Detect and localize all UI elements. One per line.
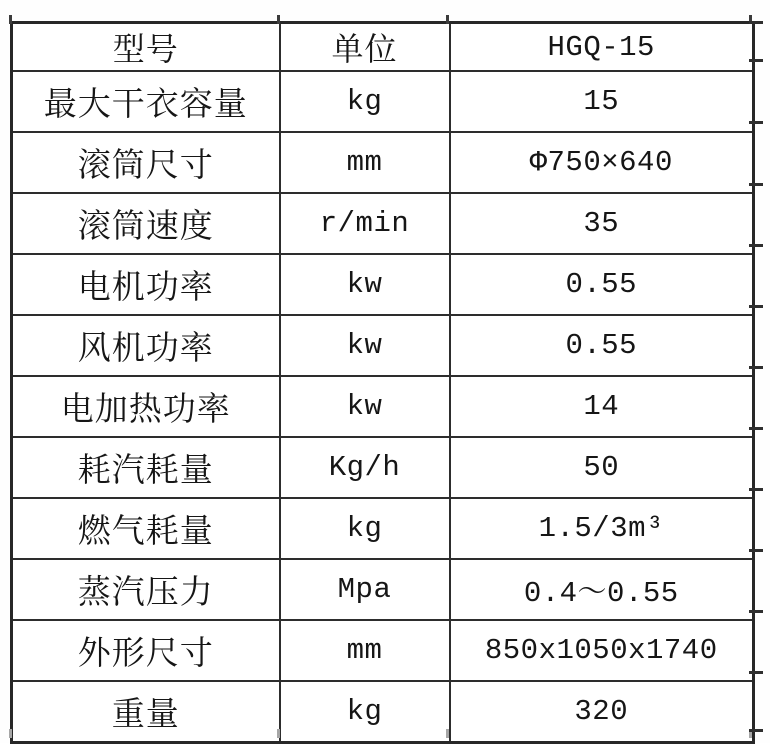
table-row — [12, 254, 754, 315]
row-name: 电加热功率 — [12, 376, 280, 437]
table-row — [12, 193, 754, 254]
row-value: 15 — [450, 71, 754, 132]
table-row — [12, 559, 754, 620]
row-value: 1.5/3m³ — [450, 498, 754, 559]
table-row — [12, 620, 754, 681]
row-name: 外形尺寸 — [12, 620, 280, 681]
scan-nub-top — [9, 15, 12, 24]
scan-line-overhang — [749, 305, 763, 308]
scan-line-overhang — [749, 610, 763, 613]
scan-line-overhang — [749, 121, 763, 124]
scan-tick-bottom — [446, 729, 449, 738]
row-name: 最大干衣容量 — [12, 71, 280, 132]
row-unit: kg — [280, 71, 450, 132]
row-name: 燃气耗量 — [12, 498, 280, 559]
scan-line-overhang — [749, 183, 763, 186]
table-row — [12, 132, 754, 193]
table-row — [12, 376, 754, 437]
row-unit: kw — [280, 315, 450, 376]
row-name: 风机功率 — [12, 315, 280, 376]
row-unit: Kg/h — [280, 437, 450, 498]
scan-tick-bottom — [277, 729, 280, 738]
spec-table — [10, 21, 755, 744]
row-value: 0.55 — [450, 254, 754, 315]
scan-nub-top — [446, 15, 449, 24]
row-value: 0.4～0.55 — [450, 559, 754, 620]
row-value: 0.55 — [450, 315, 754, 376]
table-row — [12, 437, 754, 498]
row-unit: kw — [280, 254, 450, 315]
row-unit: kg — [280, 498, 450, 559]
scan-line-overhang — [749, 21, 763, 24]
header-model-label: 型号 — [12, 23, 280, 72]
header-model-value: HGQ-15 — [450, 23, 754, 72]
row-name: 重量 — [12, 681, 280, 742]
header-unit-label: 单位 — [280, 23, 450, 72]
table-row — [12, 681, 754, 742]
row-value: 850x1050x1740 — [450, 620, 754, 681]
row-unit: kg — [280, 681, 450, 742]
scan-tick-bottom — [9, 729, 12, 738]
row-name: 滚筒尺寸 — [12, 132, 280, 193]
scan-line-overhang — [749, 244, 763, 247]
row-unit: Mpa — [280, 559, 450, 620]
scan-line-overhang — [749, 427, 763, 430]
row-unit: kw — [280, 376, 450, 437]
row-name: 电机功率 — [12, 254, 280, 315]
row-value: 50 — [450, 437, 754, 498]
row-value: 320 — [450, 681, 754, 742]
row-name: 蒸汽压力 — [12, 559, 280, 620]
table-header-row — [12, 23, 754, 72]
table-row — [12, 315, 754, 376]
row-unit: mm — [280, 620, 450, 681]
table-row — [12, 71, 754, 132]
scan-line-overhang — [749, 549, 763, 552]
row-value: 14 — [450, 376, 754, 437]
scan-line-overhang — [749, 729, 763, 732]
row-name: 滚筒速度 — [12, 193, 280, 254]
table-row — [12, 498, 754, 559]
scan-line-overhang — [749, 488, 763, 491]
row-unit: mm — [280, 132, 450, 193]
row-value: 35 — [450, 193, 754, 254]
row-name: 耗汽耗量 — [12, 437, 280, 498]
scan-line-overhang — [749, 366, 763, 369]
scan-nub-top — [277, 15, 280, 24]
scan-line-overhang — [749, 671, 763, 674]
row-unit: r/min — [280, 193, 450, 254]
row-value: Φ750×640 — [450, 132, 754, 193]
scan-line-overhang — [749, 59, 763, 62]
